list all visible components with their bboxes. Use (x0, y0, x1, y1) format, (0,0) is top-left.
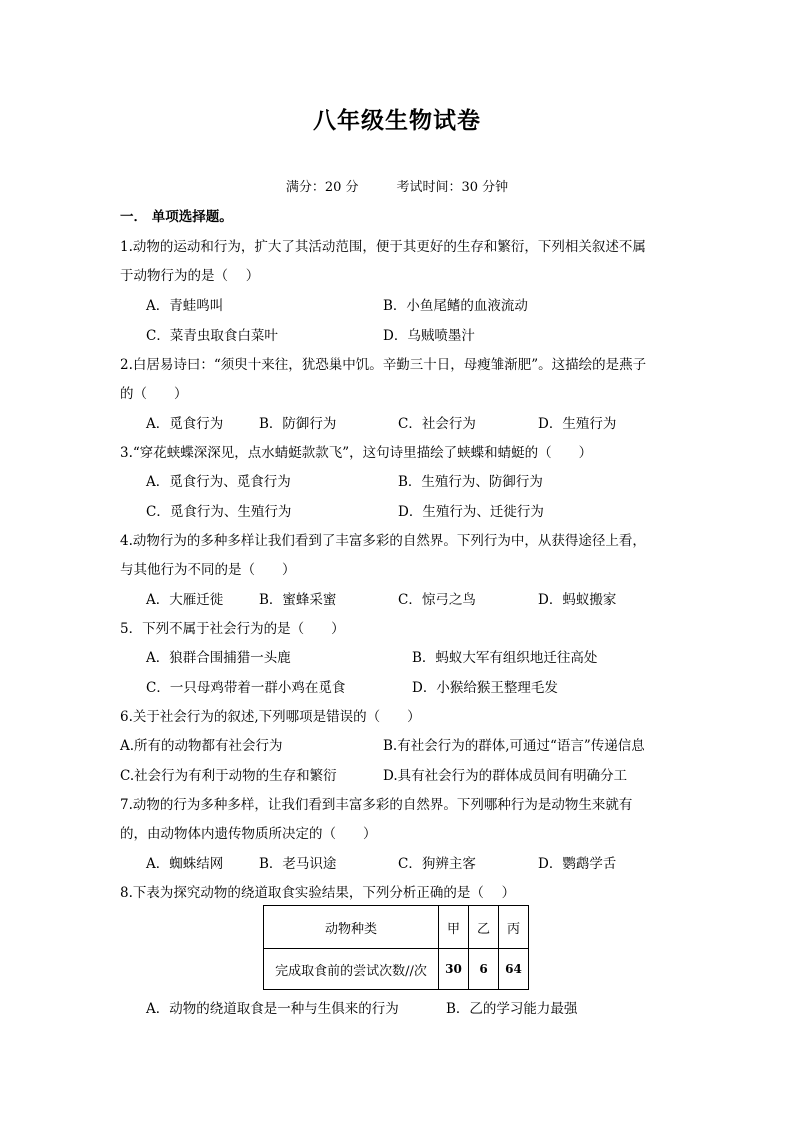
q3-stem-line1: 3.“穿花蛱蝶深深见，点水蜻蜓款款飞”，这句诗里描绘了蛱蝶和蜻蜓的（ ） (120, 445, 593, 461)
q5-stem-line1: 5．下列不属于社会行为的是（ ） (120, 621, 345, 637)
table-cell: 6 (469, 949, 499, 990)
table-header-cell: 丙 (499, 906, 529, 949)
full-score: 满分：20 分 (285, 180, 359, 195)
q1-option-c: C．菜青虫取食白菜叶 (146, 328, 278, 344)
q3-option-b: B．生殖行为、防御行为 (398, 474, 543, 490)
q5-option-c: C．一只母鸡带着一群小鸡在觅食 (146, 680, 346, 696)
q7-option-d: D．鹦鹉学舌 (538, 856, 617, 872)
q1-option-d: D．乌贼喷墨汁 (383, 328, 475, 344)
q6-option-d: D.具有社会行为的群体成员间有明确分工 (383, 768, 628, 784)
q2-option-d: D．生殖行为 (538, 416, 617, 432)
q6-option-a: A.所有的动物都有社会行为 (120, 738, 283, 754)
q2-stem-line2: 的（ ） (120, 386, 188, 402)
q7-option-a: A．蜘蛛结网 (146, 856, 224, 872)
q4-option-b: B．蜜蜂采蜜 (259, 592, 337, 608)
q7-option-b: B．老马识途 (259, 856, 337, 872)
q4-option-d: D．蚂蚁搬家 (538, 592, 617, 608)
q1-stem-line2: 于动物行为的是（ ） (120, 268, 260, 284)
table-header-row (264, 906, 529, 949)
table-header-cell: 乙 (469, 906, 499, 949)
q4-stem-line2: 与其他行为不同的是（ ） (120, 562, 296, 578)
page-title: 八年级生物试卷 (313, 107, 481, 134)
exam-meta (0, 176, 794, 195)
q4-stem-line1: 4.动物行为的多种多样让我们看到了丰富多彩的自然界。下列行为中，从获得途径上看， (120, 533, 646, 549)
table-cell: 64 (499, 949, 529, 990)
table-header-cell: 动物种类 (264, 906, 439, 949)
q7-option-c: C．狗辨主客 (398, 856, 476, 872)
q2-stem-line1: 2.白居易诗曰：“须臾十来往，犹恐巢中饥。辛勤三十日，母瘦雏渐肥”。这描绘的是燕子 (120, 357, 647, 373)
q3-option-d: D．生殖行为、迁徙行为 (398, 504, 544, 520)
q5-option-a: A．狼群合围捕猎一头鹿 (146, 650, 291, 666)
q4-option-c: C．惊弓之鸟 (398, 592, 476, 608)
q6-option-c: C.社会行为有利于动物的生存和繁衍 (120, 768, 337, 784)
q3-option-a: A．觅食行为、觅食行为 (146, 474, 291, 490)
q6-option-b: B.有社会行为的群体,可通过“语言”传递信息 (383, 738, 645, 754)
q5-option-b: B．蚂蚁大军有组织地迁往高处 (412, 650, 598, 666)
q5-option-d: D．小猴给猴王整理毛发 (412, 680, 558, 696)
q8-stem-line1: 8.下表为探究动物的绕道取食实验结果，下列分析正确的是（ ） (120, 885, 516, 901)
q8-option-b: B．乙的学习能力最强 (446, 1001, 578, 1017)
results-table (263, 905, 529, 990)
q2-option-a: A．觅食行为 (146, 416, 224, 432)
q1-stem-line1: 1.动物的运动和行为，扩大了其活动范围，便于其更好的生存和繁衍，下列相关叙述不属 (120, 239, 646, 255)
q7-stem-line1: 7.动物的行为多种多样，让我们看到丰富多彩的自然界。下列哪种行为是动物生来就有 (120, 797, 633, 813)
table-cell: 30 (439, 949, 469, 990)
q6-stem-line1: 6.关于社会行为的叙述,下列哪项是错误的（ ） (120, 709, 421, 725)
q4-option-a: A．大雁迁徙 (146, 592, 224, 608)
section-heading: 一． 单项选择题。 (120, 209, 233, 225)
q1-option-a: A．青蛙鸣叫 (146, 298, 224, 314)
q2-option-c: C．社会行为 (398, 416, 476, 432)
q8-option-a: A．动物的绕道取食是一种与生俱来的行为 (146, 1001, 399, 1017)
q3-option-c: C．觅食行为、生殖行为 (146, 504, 292, 520)
q2-option-b: B．防御行为 (259, 416, 337, 432)
q7-stem-line2: 的，由动物体内遗传物质所决定的（ ） (120, 826, 377, 842)
table-row (264, 949, 529, 990)
exam-time: 考试时间：30 分钟 (396, 180, 509, 195)
q1-option-b: B．小鱼尾鳍的血液流动 (383, 298, 528, 314)
table-cell: 完成取食前的尝试次数//次 (264, 949, 439, 990)
table-header-cell: 甲 (439, 906, 469, 949)
